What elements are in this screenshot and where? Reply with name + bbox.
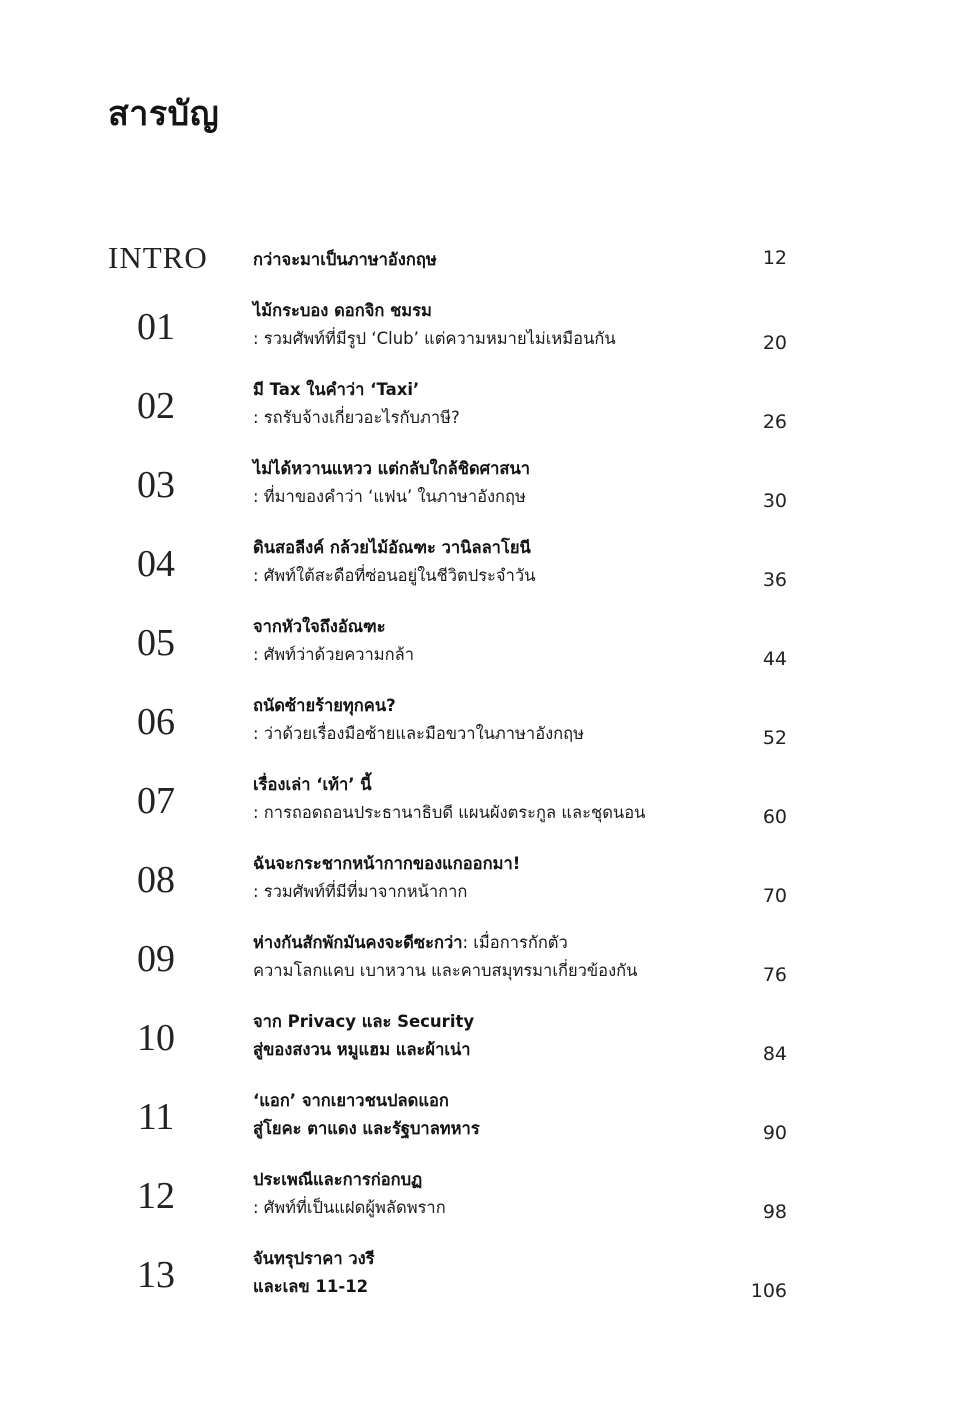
chapter-number: 04	[137, 543, 175, 585]
chapter-number: 13	[137, 1254, 175, 1296]
chapter-subtitle: : รถรับจ้างเกี่ยวอะไรกับภาษี?	[253, 408, 460, 427]
toc-entry-11[interactable]	[0, 1087, 967, 1147]
toc-entry-01[interactable]	[0, 297, 967, 357]
chapter-title: มี Tax ในคำว่า ‘Taxi’	[253, 380, 420, 399]
page-number: 30	[762, 490, 787, 512]
page-number: 98	[762, 1201, 787, 1223]
page-number: 60	[762, 806, 787, 828]
chapter-title: ไม่ได้หวานแหวว แต่กลับใกล้ชิดศาสนา	[253, 459, 531, 478]
chapter-subtitle: : รวมศัพท์ที่มีที่มาจากหน้ากาก	[253, 882, 468, 901]
chapter-number: 05	[137, 622, 175, 664]
toc-entry-04[interactable]	[0, 534, 967, 594]
page-number: 26	[762, 411, 787, 433]
chapter-title: จากหัวใจถึงอัณฑะ	[253, 617, 386, 636]
chapter-subtitle: สู่ของสงวน หมูแฮม และผ้าเน่า	[253, 1040, 471, 1059]
chapter-number: 12	[137, 1175, 175, 1217]
toc-entry-09[interactable]	[0, 929, 967, 989]
toc-entry-02[interactable]	[0, 376, 967, 436]
page-title: สารบัญ	[108, 94, 220, 134]
chapter-title: จาก Privacy และ Security	[253, 1012, 475, 1031]
page-number: 52	[762, 727, 787, 749]
chapter-title: ‘แอก’ จากเยาวชนปลดแอก	[253, 1091, 449, 1110]
toc-entry-06[interactable]	[0, 692, 967, 752]
chapter-subtitle: : ว่าด้วยเรื่องมือซ้ายและมือขวาในภาษาอังกฤษ	[253, 724, 585, 743]
chapter-number: 11	[137, 1096, 175, 1138]
chapter-title: จันทรุปราคา วงรี	[253, 1249, 375, 1268]
chapter-subtitle: ความโลกแคบ เบาหวาน และคาบสมุทรมาเกี่ยวข้องกัน	[253, 961, 638, 980]
toc-entry-12[interactable]	[0, 1166, 967, 1226]
page-number: 12	[762, 247, 787, 269]
chapter-title-bold: ห่างกันสักพักมันคงจะดีซะกว่า	[253, 933, 463, 952]
chapter-subtitle: : การถอดถอนประธานาธิบดี แผนผังตระกูล และชุดนอน	[253, 803, 646, 822]
toc-entry-07[interactable]	[0, 771, 967, 831]
chapter-subtitle: : รวมศัพท์ที่มีรูป ‘Club’ แต่ความหมายไม่เหมือนกัน	[253, 329, 616, 348]
chapter-number: 10	[137, 1017, 175, 1059]
chapter-number: 09	[137, 938, 175, 980]
toc-entry-13[interactable]	[0, 1245, 967, 1305]
chapter-subtitle: และเลข 11-12	[253, 1277, 369, 1296]
page-number: 70	[762, 885, 787, 907]
chapter-title: เรื่องเล่า ‘เท้า’ นี้	[253, 775, 372, 794]
page-number: 36	[762, 569, 787, 591]
page-number: 90	[762, 1122, 787, 1144]
toc-entry-05[interactable]	[0, 613, 967, 673]
chapter-number: INTRO	[108, 240, 208, 275]
chapter-number: 06	[137, 701, 175, 743]
chapter-title: ถนัดซ้ายร้ายทุกคน?	[253, 696, 396, 715]
toc-entry-03[interactable]	[0, 455, 967, 515]
chapter-title: กว่าจะมาเป็นภาษาอังกฤษ	[253, 250, 437, 269]
toc-entry-08[interactable]	[0, 850, 967, 910]
chapter-title: ฉันจะกระชากหน้ากากของแกออกมา!	[253, 854, 521, 873]
page-number: 76	[762, 964, 787, 986]
toc-entry-intro[interactable]	[0, 228, 967, 288]
chapter-number: 03	[137, 464, 175, 506]
chapter-subtitle: : ที่มาของคำว่า ‘แฟน’ ในภาษาอังกฤษ	[253, 487, 526, 506]
chapter-title: ดินสอลีงค์ กล้วยไม้อัณฑะ วานิลลาโยนี	[253, 538, 531, 557]
chapter-subtitle: : ศัพท์ที่เป็นแฝดผู้พลัดพราก	[253, 1198, 446, 1217]
chapter-title: ประเพณีและการก่อกบฏ	[253, 1170, 423, 1189]
chapter-number: 08	[137, 859, 175, 901]
chapter-title: ไม้กระบอง ดอกจิก ชมรม	[253, 301, 432, 320]
toc-entry-10[interactable]	[0, 1008, 967, 1068]
chapter-subtitle: : ศัพท์ใต้สะดือที่ซ่อนอยู่ในชีวิตประจำวัน	[253, 566, 536, 585]
page-number: 44	[762, 648, 787, 670]
page-number: 106	[750, 1280, 787, 1302]
chapter-number: 07	[137, 780, 175, 822]
chapter-title-rest: : เมื่อการกักตัว	[462, 933, 568, 952]
chapter-number: 01	[137, 306, 175, 348]
page-number: 20	[762, 332, 787, 354]
chapter-subtitle: สู่โยคะ ตาแดง และรัฐบาลทหาร	[253, 1119, 480, 1138]
chapter-title	[253, 929, 723, 957]
chapter-subtitle: : ศัพท์ว่าด้วยความกล้า	[253, 645, 415, 664]
chapter-number: 02	[137, 385, 175, 427]
page-number: 84	[762, 1043, 787, 1065]
